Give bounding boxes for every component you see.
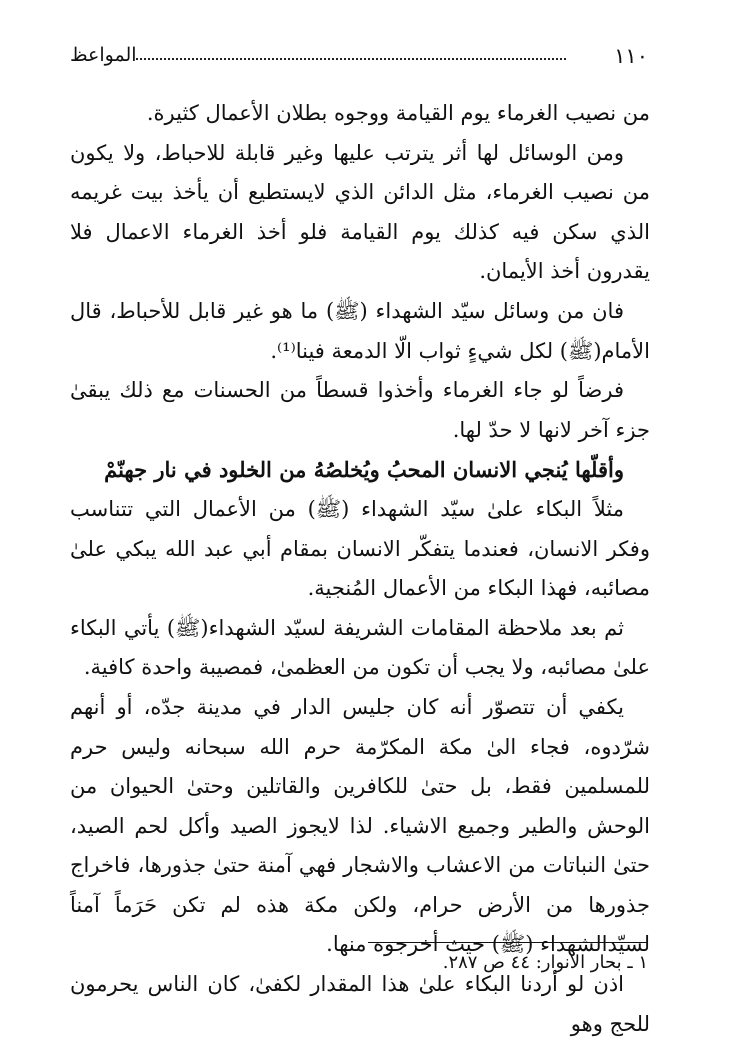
header-dotted-leader [136,58,566,60]
footnote: ١ ـ بحار الانوار: ٤٤ ص ٢٨٧. [442,952,648,973]
body-text [70,94,650,1044]
paragraph: ثم بعد ملاحظة المقامات الشريفة لسيّد الشهداء(ﷺ) يأتي البكاء علىٰ مصائبه، ولا يجب أن تكون من العظمىٰ، فمصيبة واحدة كافية. [70,615,650,680]
paragraph: فان من وسائل سيّد الشهداء (ﷺ) ما هو غير قابل للأحباط، قال الأمام(ﷺ) لكل شيءٍ ثواب الّا الدمعة فينا⁽¹⁾. [70,298,650,363]
paragraph: يكفي أن تتصوّر أنه كان جليس الدار في مدينة جدّه، أو أنهم شرّدوه، فجاء الىٰ مكة المكرّمة حرم الله سبحانه وليس حرم للمسلمين فقط، بل حتىٰ للكافرين والقاتلين وحتىٰ الحيوان من الوحش والطير وجميع الاشياء. لذا لايجوز الصيد وأكل لحم الصيد، حتىٰ النباتات من الاعشاب والاشجار فهي آمنة حتىٰ جذورها، فاخراج جذورها من الأرض حرام، ولكن مكة هذه لم تكن حَرَماً آمناً لسيّدالشهداء (ﷺ) حيث أخرجوه منها. [70,694,650,957]
paragraph: اذن لو أردنا البكاء علىٰ هذا المقدار لكفىٰ، كان الناس يحرمون للحج وهو [70,972,650,1036]
paragraph: فرضاً لو جاء الغرماء وأخذوا قسطاً من الحسنات مع ذلك يبقىٰ جزء آخر لانها لا حدّ لها. [70,378,650,442]
running-title: المواعظ [70,44,137,66]
paragraph: من نصيب الغرماء يوم القيامة ووجوه بطلان الأعمال كثيرة. [146,101,650,125]
paragraph: ومن الوسائل لها أثر يترتب عليها وغير قابلة للاحباط، ولا يكون من نصيب الغرماء، مثل الدائن الذي لايستطيع أن يأخذ بيت غريمه الذي سكن فيه كذلك يوم القيامة فلو أخذ الغرماء الاعمال فلا يقدرون أخذ الأيمان. [70,140,650,284]
page-header [70,40,648,72]
paragraph: مثلاً البكاء علىٰ سيّد الشهداء (ﷺ) من الأعمال التي تتناسب وفكر الانسان، فعندما يتفكّر الانسان بمقام أبي عبد الله يبكي علىٰ مصائبه، فهذا البكاء من الأعمال المُنجية. [70,496,650,601]
page-number: ١١٠ [614,44,648,68]
paragraph: وأقلّها يُنجي الانسان المحبُ ويُخلصُهُ من الخلود في نار جهنّمْ [104,457,624,483]
footnote-divider [368,942,648,943]
